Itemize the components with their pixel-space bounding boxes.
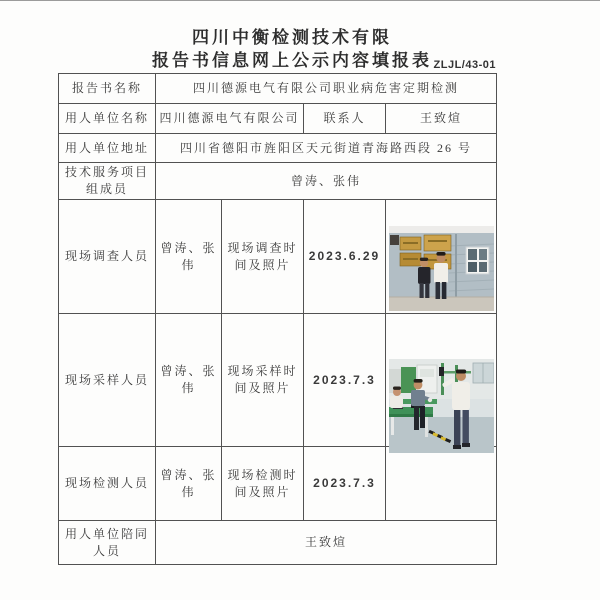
report-name-label: 报告书名称 [59, 74, 156, 104]
employer-name-label: 用人单位名称 [59, 104, 156, 134]
contact-name-value: 王致煊 [386, 104, 497, 134]
team-members-value: 曾涛、张伟 [156, 163, 497, 200]
site-sampling-photo-cell [386, 314, 497, 447]
site-survey-label: 现场调查人员 [59, 200, 156, 314]
form-title: 报告书信息网上公示内容填报表 [152, 51, 432, 70]
escort-value: 王致煊 [156, 521, 497, 565]
site-testing-photo-cell-empty [386, 447, 497, 521]
team-members-label: 技术服务项目组成员 [59, 163, 156, 200]
site-survey-time-label: 现场调查时间及照片 [222, 200, 304, 314]
escort-label: 用人单位陪同人员 [59, 521, 156, 565]
form-header [58, 27, 496, 71]
site-testing-label: 现场检测人员 [59, 447, 156, 521]
report-info-table [58, 73, 497, 565]
site-testing-date: 2023.7.3 [304, 447, 386, 521]
employer-address-label: 用人单位地址 [59, 134, 156, 163]
site-sampling-persons: 曾涛、张伟 [156, 314, 222, 447]
site-testing-persons: 曾涛、张伟 [156, 447, 222, 521]
employer-address-value: 四川省德阳市旌阳区天元街道青海路西段 26 号 [156, 134, 497, 163]
row-site-testing [59, 447, 497, 521]
site-sampling-label: 现场采样人员 [59, 314, 156, 447]
site-sampling-time-label: 现场采样时间及照片 [222, 314, 304, 447]
employer-name-value: 四川德源电气有限公司 [156, 104, 304, 134]
report-name-value: 四川德源电气有限公司职业病危害定期检测 [156, 74, 497, 104]
row-site-survey [59, 200, 497, 314]
site-survey-photo [389, 226, 494, 311]
company-title: 四川中衡检测技术有限 [192, 28, 392, 47]
row-escort [59, 521, 497, 565]
site-survey-date: 2023.6.29 [304, 200, 386, 314]
doc-number: ZLJL/43-01 [433, 59, 496, 71]
scan-edge-line [0, 0, 600, 1]
row-report-name [59, 74, 497, 104]
site-testing-time-label: 现场检测时间及照片 [222, 447, 304, 521]
site-sampling-photo [389, 359, 494, 453]
site-survey-photo-cell [386, 200, 497, 314]
site-survey-persons: 曾涛、张伟 [156, 200, 222, 314]
row-team-members [59, 163, 497, 200]
row-employer-name [59, 104, 497, 134]
row-site-sampling [59, 314, 497, 447]
row-employer-address [59, 134, 497, 163]
contact-label: 联系人 [304, 104, 386, 134]
site-sampling-date: 2023.7.3 [304, 314, 386, 447]
